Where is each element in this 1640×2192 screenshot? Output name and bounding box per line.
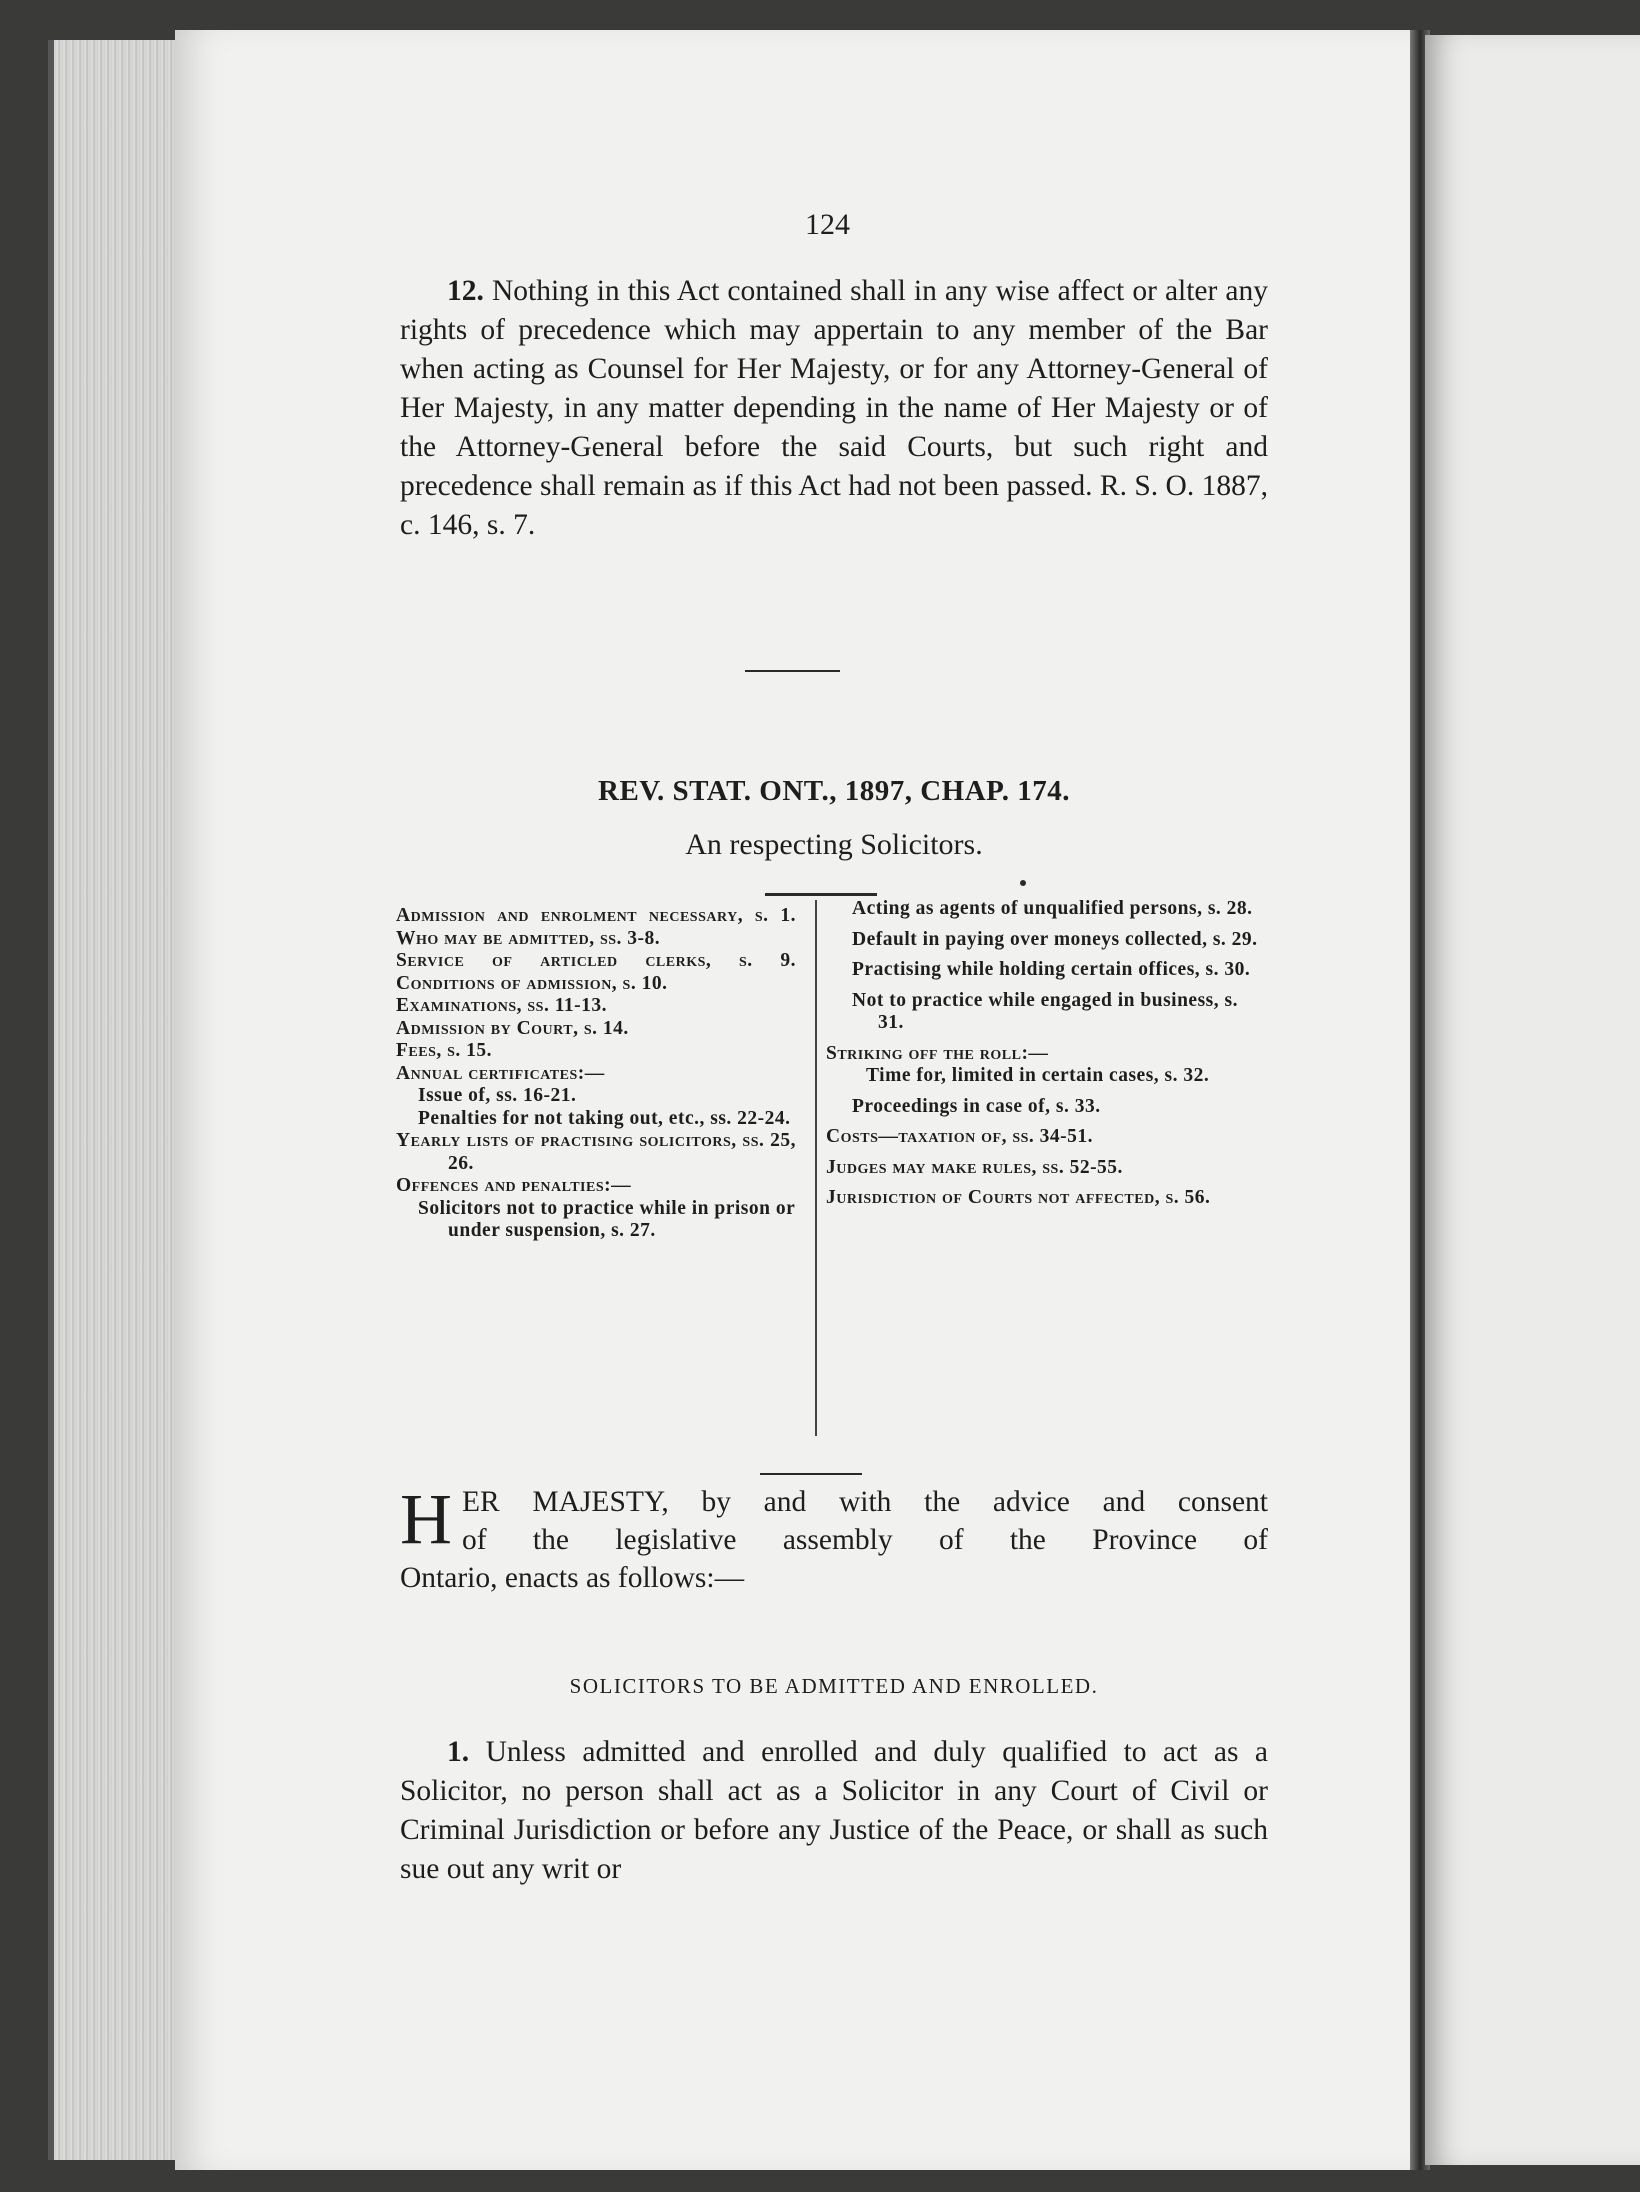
toc-entry: Annual certificates:—: [396, 1062, 605, 1084]
section-12-number: 12.: [447, 275, 484, 307]
toc-entry: Solicitors not to practice while in prison or under suspension, s. 27.: [418, 1197, 795, 1241]
contents-left-column: [396, 905, 796, 1243]
contents-column-divider: [815, 900, 817, 1436]
enacting-line-1: ER MAJESTY, by and with the advice and consent: [462, 1486, 1268, 1518]
section-heading: SOLICITORS TO BE ADMITTED AND ENROLLED.: [569, 1674, 1099, 1698]
drop-cap: H: [400, 1479, 452, 1559]
section-12: [400, 272, 1268, 545]
page-number: 124: [805, 208, 850, 241]
toc-entry: Conditions of admission, s. 10.: [396, 972, 668, 994]
toc-entry: Admission by Court, s. 14.: [396, 1017, 629, 1039]
section-1: [400, 1733, 1268, 1889]
toc-entry: Penalties for not taking out, etc., ss. 22-24.: [418, 1107, 791, 1129]
section-1-text: Unless admitted and enrolled and duly qualified to act as a Solicitor, no person shall act as a Solicitor in any Court of Civil or Criminal Jurisdiction or before any Justice of the Peace, or shall as such sue out any writ or: [400, 1736, 1269, 1885]
section-divider: [745, 670, 840, 672]
toc-entry: Examinations, ss. 11-13.: [396, 995, 608, 1016]
toc-entry: Striking off the roll:—: [826, 1042, 1049, 1064]
print-speck: [1020, 880, 1026, 886]
toc-entry: Time for, limited in certain cases, s. 32.: [866, 1065, 1210, 1086]
contents-right-column: [826, 898, 1268, 1210]
toc-entry: Judges may make rules, ss. 52-55.: [826, 1156, 1123, 1178]
enacting-clause: [400, 1479, 1268, 1597]
toc-entry: Default in paying over moneys collected, s. 29.: [852, 928, 1258, 950]
toc-entry: Jurisdiction of Courts not affected, s. 56.: [826, 1187, 1211, 1208]
toc-entry: Who may be admitted, ss. 3-8.: [396, 927, 661, 949]
toc-entry: Issue of, ss. 16-21.: [418, 1085, 577, 1106]
toc-entry: Yearly lists of practising solicitors, ss. 25, 26.: [396, 1130, 796, 1174]
chapter-subtitle: An respecting Solicitors.: [685, 828, 983, 861]
toc-entry: Costs—taxation of, ss. 34-51.: [826, 1126, 1094, 1147]
title-rule: [765, 893, 877, 896]
contents-end-rule: [760, 1473, 862, 1475]
toc-entry: Proceedings in case of, s. 33.: [852, 1095, 1101, 1117]
toc-entry: Fees, s. 15.: [396, 1040, 493, 1061]
enacting-line-3: Ontario, enacts as follows:—: [400, 1562, 745, 1594]
right-page-cropped: [1425, 35, 1640, 2165]
toc-entry: Service of articled clerks, s. 9.: [396, 950, 796, 971]
toc-entry: Admission and enrolment necessary, s. 1.: [396, 905, 796, 926]
book-page-edges: [48, 40, 184, 2160]
chapter-title: REV. STAT. ONT., 1897, CHAP. 174.: [598, 775, 1070, 807]
toc-entry: Not to practice while engaged in business, s. 31.: [852, 989, 1238, 1033]
section-12-text: Nothing in this Act contained shall in any wise affect or alter any rights of precedence which may appertain to any member of the Bar when acting as Counsel for Her Majesty, or for any Attorney-General of Her Majesty, in any matter depending in the name of Her Majesty or of the Attorney-General before the said Courts, but such right and precedence shall remain as if this Act had not been passed. R. S. O. 1887, c. 146, s. 7.: [400, 275, 1268, 541]
toc-entry: Practising while holding certain offices, s. 30.: [852, 959, 1251, 980]
enacting-line-2: of the legislative assembly of the Province of: [462, 1524, 1268, 1556]
toc-entry: Offences and penalties:—: [396, 1175, 632, 1196]
toc-entry: Acting as agents of unqualified persons, s. 28.: [852, 898, 1253, 919]
section-1-number: 1.: [447, 1736, 470, 1768]
